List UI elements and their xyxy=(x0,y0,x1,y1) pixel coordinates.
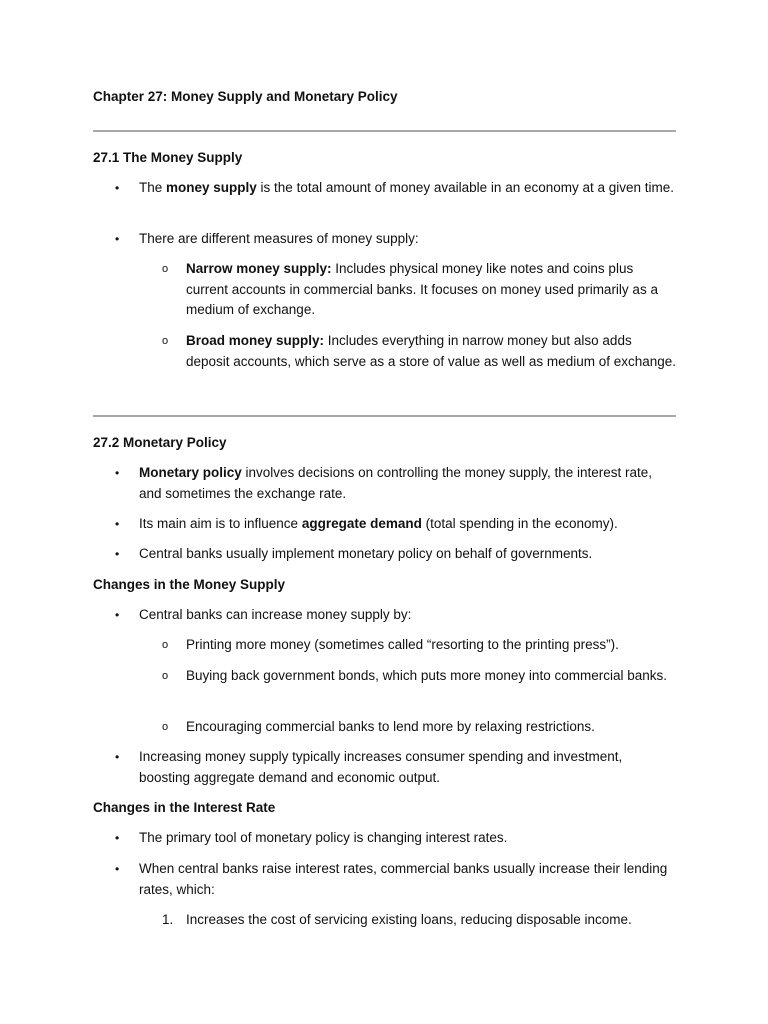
list-number: 1. xyxy=(162,912,174,927)
bullet-item xyxy=(115,229,676,250)
bullet-item xyxy=(115,859,676,900)
bullet-marker: • xyxy=(115,466,120,480)
bold-term: Broad money supply: xyxy=(186,333,325,348)
sub-bullet-text: Printing more money (sometimes called “resorting to the printing press”). xyxy=(186,637,619,652)
bullet-text: is the total amount of money available in an economy at a given time. xyxy=(256,180,675,195)
bullet-text: Its main aim is to influence xyxy=(139,516,302,531)
sub-bullet-text: Encouraging commercial banks to lend more by relaxing restrictions. xyxy=(186,719,595,734)
bullet-text: The xyxy=(139,180,167,195)
bullet-marker: • xyxy=(115,232,120,246)
sub-bullet-item xyxy=(162,331,677,372)
bullet-marker: • xyxy=(115,831,120,845)
sub-bullet-item xyxy=(162,717,676,738)
bullet-item xyxy=(115,605,676,626)
bold-term: Monetary policy xyxy=(139,465,242,480)
bullet-text: Central banks usually implement monetary policy on behalf of governments. xyxy=(139,546,593,561)
bullet-text: The primary tool of monetary policy is changing interest rates. xyxy=(139,830,508,845)
divider-rule xyxy=(93,130,676,132)
sub-bullet-marker: o xyxy=(162,335,169,347)
bullet-text: When central banks raise interest rates, commercial banks usually increase their lending rates, which: xyxy=(139,861,668,897)
subheading-interest-rate-changes: Changes in the Interest Rate xyxy=(93,800,276,815)
bullet-text: Central banks can increase money supply by: xyxy=(139,607,412,622)
bullet-text: involves decisions on controlling the money supply, the interest rate, and sometimes the exchange rate. xyxy=(139,465,653,501)
bullet-marker: • xyxy=(115,517,120,531)
sub-bullet-text: Includes everything in narrow money but also adds deposit accounts, which serve as a store of value as well as medium of exchange. xyxy=(186,333,677,369)
bullet-item xyxy=(115,544,676,565)
sub-bullet-text: Includes physical money like notes and coins plus current accounts in commercial banks. It focuses on money used primarily as a medium of exchange. xyxy=(186,261,658,317)
bullet-item xyxy=(115,747,676,788)
bullet-item xyxy=(115,514,676,535)
sub-bullet-marker: o xyxy=(162,721,169,733)
bullet-marker: • xyxy=(115,608,120,622)
sub-bullet-item xyxy=(162,635,676,656)
numbered-item xyxy=(162,910,676,931)
sub-bullet-text: Buying back government bonds, which puts more money into commercial banks. xyxy=(186,668,667,683)
bullet-marker: • xyxy=(115,862,120,876)
bullet-item xyxy=(115,463,676,504)
subheading-money-supply-changes: Changes in the Money Supply xyxy=(93,577,286,592)
bold-term: Narrow money supply: xyxy=(186,261,332,276)
bullet-marker: • xyxy=(115,181,120,195)
bullet-text: There are different measures of money supply: xyxy=(139,231,419,246)
bullet-text: Increasing money supply typically increases consumer spending and investment, boosting aggregate demand and economic output. xyxy=(139,749,623,785)
bullet-marker: • xyxy=(115,750,120,764)
sub-bullet-marker: o xyxy=(162,639,169,651)
chapter-title: Chapter 27: Money Supply and Monetary Policy xyxy=(93,89,398,104)
bullet-text: (total spending in the economy). xyxy=(421,516,618,531)
divider-rule xyxy=(93,415,676,417)
sub-bullet-marker: o xyxy=(162,670,169,682)
bullet-item xyxy=(115,828,676,849)
bullet-marker: • xyxy=(115,547,120,561)
bold-term: money supply xyxy=(166,180,257,195)
bold-term: aggregate demand xyxy=(301,516,422,531)
sub-bullet-marker: o xyxy=(162,263,169,275)
sub-bullet-item xyxy=(162,666,676,687)
section-heading-money-supply: 27.1 The Money Supply xyxy=(93,150,243,165)
section-heading-monetary-policy: 27.2 Monetary Policy xyxy=(93,435,227,450)
numbered-item-text: Increases the cost of servicing existing loans, reducing disposable income. xyxy=(186,912,632,927)
bullet-item xyxy=(115,178,676,199)
sub-bullet-item xyxy=(162,259,676,321)
